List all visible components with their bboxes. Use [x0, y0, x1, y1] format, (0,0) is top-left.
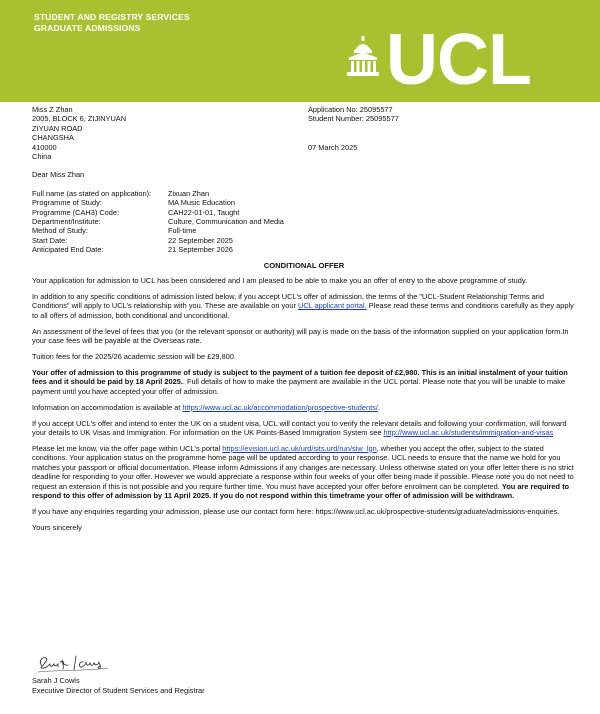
programme-details: [32, 189, 576, 255]
signatory-title: Executive Director of Student Services and Registrar: [32, 685, 205, 695]
address-line: 2005, BLOCK 6, ZIJINYUAN: [32, 114, 127, 124]
department-line-2: GRADUATE ADMISSIONS: [34, 22, 141, 33]
detail-row: Anticipated End Date: 21 September 2026: [32, 245, 233, 255]
recipient-name: Miss Z Zhan: [32, 105, 73, 114]
handwritten-signature: [36, 652, 114, 674]
portico-icon: [346, 36, 380, 76]
letter-date: 07 March 2025: [308, 142, 358, 152]
paragraph-response: Please let me know, via the offer page within UCL's portal https://evision.ucl.ac.uk/urd/sits.urd/run/siw_lgn, whether you accept the offer, subject to the stated conditions. Your application status on the programme home page will be updated according to your response. UCL needs to ensure that the name we hold for you matches your passport or official documentation. Please inform Admissions if any changes are necessary. Unless otherwise stated on your offer letter there is no strict deadline for responding to your offer. However we would appreciate a response within four weeks of your offer being made if possible. Please note you do not need to request an extension if this is not possible and you require further time. You must have accepted your offer before enrolment can be completed. You are required to respond to this offer of admission by 11 April 2025. If you do not respond within this timeframe your offer of admission will be withdrawn.: [32, 443, 574, 500]
address-country: China: [32, 152, 52, 162]
department-heading: [34, 12, 190, 33]
detail-row: Method of Study: Full-time: [32, 226, 197, 236]
applicant-portal-link[interactable]: UCL applicant portal.: [298, 301, 367, 311]
signature-block: [32, 676, 205, 695]
salutation: Dear Miss Zhan: [32, 170, 85, 180]
recipient-address: [32, 105, 576, 161]
paragraph-enquiries: If you have any enquiries regarding your admission, please use our contact form here: https://www.ucl.ac.uk/prospective-students/graduate/admissions-enquiries.: [32, 506, 560, 516]
paragraph-visa: If you accept UCL's offer and intend to enter the UK on a student visa, UCL will contact you to verify the relevant details and following your confirmation, will forward your details to UK Visas and Immigration. For information on the UK Points-Based Immigration System see http://www.ucl.ac.uk/students/immigration-and-visas: [32, 418, 567, 437]
closing: Yours sincerely: [32, 522, 82, 532]
detail-row: Start Date: 22 September 2025: [32, 235, 233, 245]
signatory-name: Sarah J Cowls: [32, 676, 80, 685]
reference-block: [308, 105, 399, 152]
accommodation-link[interactable]: https://www.ucl.ac.uk/accommodation/prospective-students/: [182, 402, 378, 412]
address-block: [32, 105, 576, 161]
immigration-link[interactable]: http://www.ucl.ac.uk/students/immigration-and-visas: [383, 427, 554, 437]
address-line: ZIYUAN ROAD: [32, 123, 83, 133]
paragraph-accommodation: Information on accommodation is available at https://www.ucl.ac.uk/accommodation/prospective-students/.: [32, 402, 380, 412]
ucl-wordmark: UCL: [386, 20, 531, 100]
paragraph-terms: In addition to any specific conditions of admission listed below, if you accept UCL's offer of admission, the terms of the "UCL-Student Relationship Terms and Conditions" will apply to UCL's relationship with you. These are available on your UCL applicant portal. Please read these terms and conditions carefully as they apply to all offers of admission, both conditional and unconditional.: [32, 292, 574, 320]
application-number: Application No: 25095577: [308, 105, 393, 114]
student-number: Student Number: 25095577: [308, 114, 399, 124]
letter-body: [32, 105, 576, 539]
address-line: CHANGSHA: [32, 133, 74, 143]
paragraph-fee-assessment: An assessment of the level of fees that you (or the relevant sponsor or authority) will pay is made on the basis of the information supplied on your application form.In your case fees will be payable at the Overseas rate.: [32, 326, 569, 346]
paragraph-deposit: Your offer of admission to this programme of study is subject to the payment of a tuition fee deposit of £2,980. This is an initial instalment of your tuition fees and it should be paid by 18 April 2025.. Full details of how to make the payment are available in the UCL portal. Please note that you will be unable to make payment until you have accepted your offer of admission.: [32, 367, 568, 396]
header-banner: [0, 0, 600, 102]
offer-title: CONDITIONAL OFFER: [263, 260, 345, 270]
detail-row: Department/Institute: Culture, Communication and Media: [32, 217, 284, 227]
detail-row: Full name (as stated on application): Zixuan Zhan: [32, 188, 210, 198]
paragraph-tuition-fees: Tuition fees for the 2025/26 academic session will be £29,800.: [32, 352, 236, 362]
detail-row: Programme of Study: MA Music Education: [32, 198, 235, 208]
address-postcode: 410000: [32, 142, 57, 152]
paragraph-intro: Your application for admission to UCL has been considered and I am pleased to be able to make you an offer of entry to the above programme of study.: [32, 276, 528, 286]
department-line-1: STUDENT AND REGISTRY SERVICES: [34, 12, 190, 22]
detail-row: Programme (CAH3) Code: CAH22-01-01, Taught: [32, 207, 240, 217]
evision-portal-link[interactable]: https://evision.ucl.ac.uk/urd/sits.urd/run/siw_lgn: [222, 443, 377, 453]
